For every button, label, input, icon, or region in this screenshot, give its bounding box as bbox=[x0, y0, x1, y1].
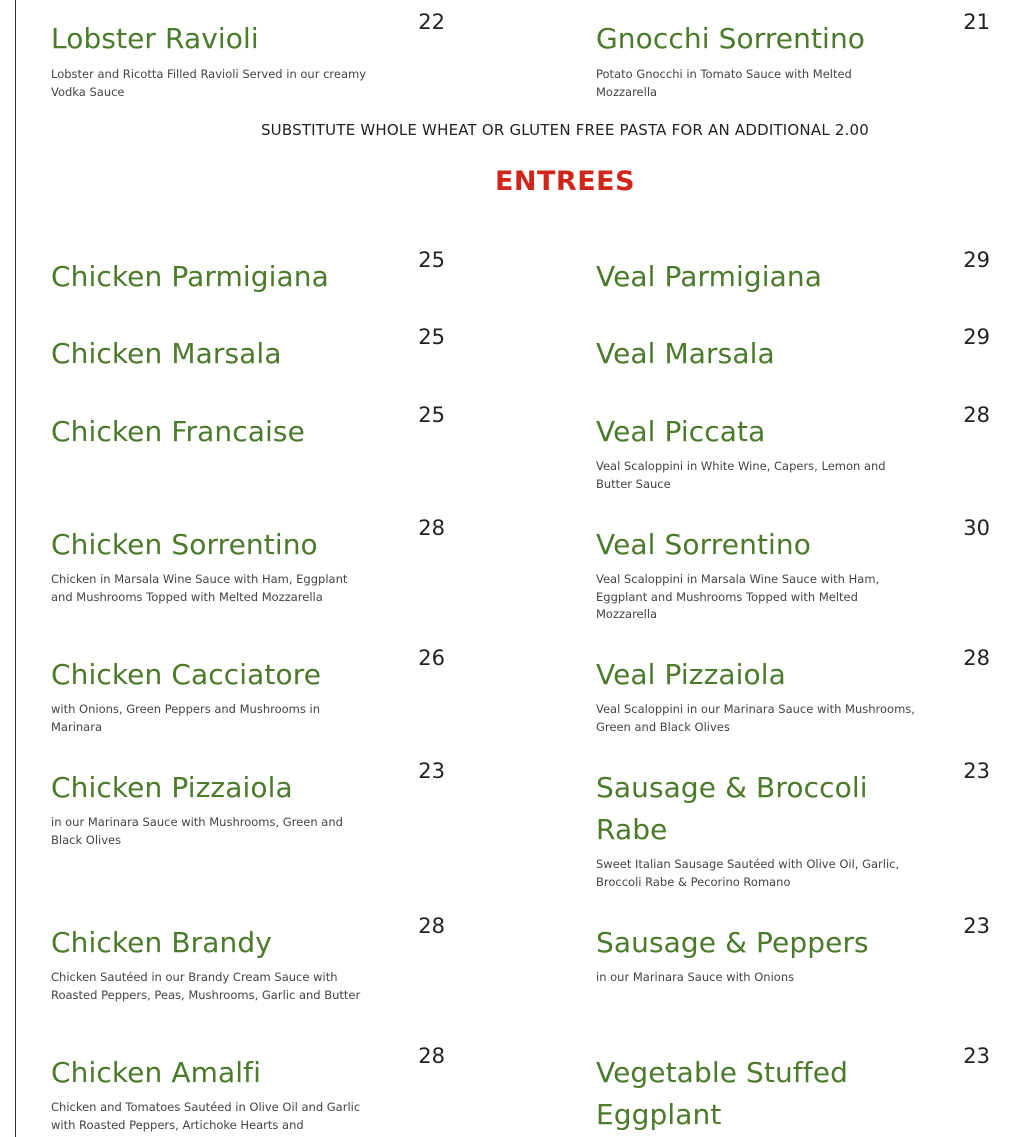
item-name: Chicken Marsala bbox=[51, 337, 282, 370]
item-name: Veal Pizzaiola bbox=[596, 658, 786, 691]
section-title-entrees: ENTREES bbox=[494, 166, 636, 197]
item-price: 29 bbox=[963, 248, 990, 272]
item-name: Veal Piccata bbox=[596, 415, 766, 448]
item-price: 28 bbox=[418, 1044, 445, 1068]
item-name: Chicken Francaise bbox=[51, 415, 305, 448]
item-description: Potato Gnocchi in Tomato Sauce with Melted Mozzarella bbox=[596, 67, 852, 99]
item-name: Chicken Pizzaiola bbox=[51, 771, 293, 804]
item-price: 25 bbox=[418, 248, 445, 272]
item-name: Chicken Cacciatore bbox=[51, 658, 322, 691]
item-description: in our Marinara Sauce with Onions bbox=[596, 970, 795, 984]
item-price: 22 bbox=[418, 10, 445, 34]
item-price: 21 bbox=[963, 10, 990, 34]
item-price: 25 bbox=[418, 325, 445, 349]
item-name: Chicken Amalfi bbox=[51, 1056, 261, 1089]
item-description: Veal Scaloppini in White Wine, Capers, Lemon and Butter Sauce bbox=[596, 459, 886, 491]
item-name: Veal Sorrentino bbox=[596, 528, 811, 561]
item-name: Chicken Brandy bbox=[51, 926, 272, 959]
item-description: Chicken Sautéed in our Brandy Cream Sauce with Roasted Peppers, Peas, Mushrooms, Garlic and Butter bbox=[51, 970, 361, 1002]
item-description: with Onions, Green Peppers and Mushrooms in Marinara bbox=[51, 702, 321, 734]
item-name: Gnocchi Sorrentino bbox=[596, 22, 866, 55]
item-name: Vegetable Stuffed Eggplant bbox=[596, 1056, 848, 1131]
item-price: 29 bbox=[963, 325, 990, 349]
item-description: Chicken in Marsala Wine Sauce with Ham, Eggplant and Mushrooms Topped with Melted Mozzarella bbox=[51, 572, 348, 604]
item-price: 26 bbox=[418, 646, 445, 670]
item-name: Veal Marsala bbox=[596, 337, 775, 370]
item-description: Lobster and Ricotta Filled Ravioli Served in our creamy Vodka Sauce bbox=[51, 67, 367, 99]
item-name: Chicken Sorrentino bbox=[51, 528, 318, 561]
item-description: Sweet Italian Sausage Sautéed with Olive Oil, Garlic, Broccoli Rabe & Pecorino Romano bbox=[596, 857, 900, 889]
item-price: 23 bbox=[418, 759, 445, 783]
item-price: 28 bbox=[418, 516, 445, 540]
substitute-note: SUBSTITUTE WHOLE WHEAT OR GLUTEN FREE PASTA FOR AN ADDITIONAL 2.00 bbox=[260, 121, 870, 139]
item-price: 28 bbox=[963, 646, 990, 670]
item-description: in our Marinara Sauce with Mushrooms, Green and Black Olives bbox=[51, 815, 343, 847]
item-price: 23 bbox=[963, 1044, 990, 1068]
item-price: 25 bbox=[418, 403, 445, 427]
item-name: Veal Parmigiana bbox=[596, 260, 823, 293]
item-name: Sausage & Broccoli Rabe bbox=[596, 771, 868, 846]
item-description: Veal Scaloppini in Marsala Wine Sauce with Ham, Eggplant and Mushrooms Topped with Melted Mozzarella bbox=[596, 572, 880, 621]
item-name: Sausage & Peppers bbox=[596, 926, 869, 959]
item-price: 23 bbox=[963, 914, 990, 938]
item-price: 28 bbox=[418, 914, 445, 938]
item-price: 30 bbox=[963, 516, 990, 540]
item-name: Lobster Ravioli bbox=[51, 22, 259, 55]
item-price: 23 bbox=[963, 759, 990, 783]
item-description: Veal Scaloppini in our Marinara Sauce with Mushrooms, Green and Black Olives bbox=[596, 702, 915, 734]
item-name: Chicken Parmigiana bbox=[51, 260, 329, 293]
item-price: 28 bbox=[963, 403, 990, 427]
item-description: Chicken and Tomatoes Sautéed in Olive Oil and Garlic with Roasted Peppers, Artichoke Hearts and bbox=[51, 1100, 361, 1132]
